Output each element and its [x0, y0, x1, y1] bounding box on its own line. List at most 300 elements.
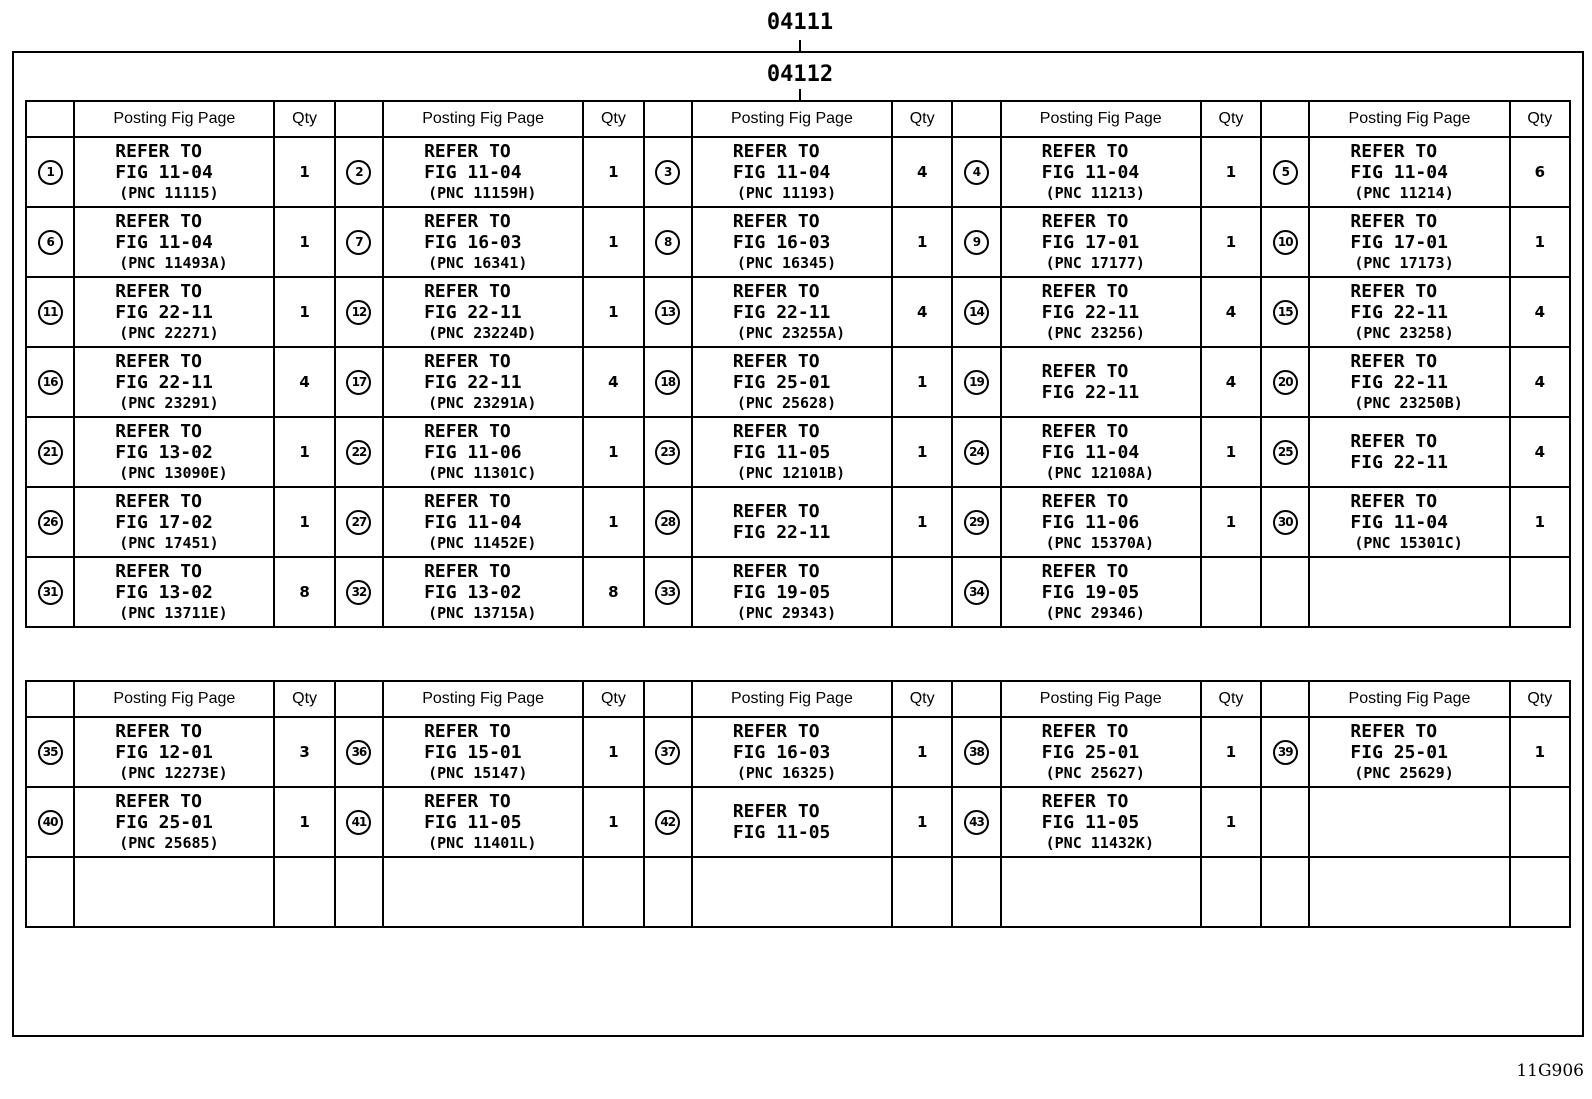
posting-cell — [692, 277, 892, 347]
posting-header: Posting Fig Page — [692, 681, 892, 717]
posting-cell — [692, 207, 892, 277]
figure-ref: FIG 15-01 — [424, 741, 522, 763]
qty-cell: 3 — [274, 717, 334, 787]
qty-cell: 4 — [892, 137, 952, 207]
posting-header: Posting Fig Page — [74, 681, 274, 717]
item-number-callout: 10 — [1273, 230, 1298, 255]
item-number-callout: 6 — [38, 230, 63, 255]
item-index-cell — [1261, 557, 1309, 627]
item-number-callout: 11 — [38, 300, 63, 325]
pnc-ref: (PNC 23291) — [119, 393, 219, 412]
qty-cell: 1 — [1510, 207, 1570, 277]
index-header — [26, 101, 74, 137]
item-index-cell — [26, 787, 74, 857]
qty-cell: 1 — [892, 347, 952, 417]
item-index-cell — [952, 137, 1000, 207]
posting-header: Posting Fig Page — [1309, 101, 1509, 137]
refer-text: REFER TO — [424, 420, 511, 442]
figure-ref: FIG 11-04 — [424, 511, 522, 533]
refer-text: REFER TO — [1041, 210, 1129, 232]
refer-text: REFER TO — [732, 801, 820, 822]
item-number-callout: 36 — [346, 740, 371, 765]
item-number-callout: 33 — [655, 580, 680, 605]
item-index-cell — [644, 347, 692, 417]
refer-text: REFER TO — [1041, 280, 1129, 302]
posting-cell — [692, 787, 892, 857]
item-number-callout: 20 — [1273, 370, 1298, 395]
posting-cell — [74, 207, 274, 277]
item-number-callout: 24 — [964, 440, 989, 465]
figure-ref: FIG 11-06 — [424, 441, 522, 463]
figure-ref: FIG 22-11 — [1350, 371, 1448, 393]
item-number-callout: 41 — [346, 810, 371, 835]
refer-text: REFER TO — [424, 720, 511, 742]
item-index-cell — [644, 787, 692, 857]
refer-text: REFER TO — [1350, 210, 1438, 232]
qty-header: Qty — [1510, 101, 1570, 137]
item-index-cell — [335, 787, 383, 857]
item-index-cell — [335, 277, 383, 347]
posting-cell — [1309, 557, 1509, 627]
refer-text: REFER TO — [1350, 431, 1438, 452]
posting-cell — [383, 787, 583, 857]
pnc-ref: (PNC 13711E) — [119, 603, 228, 622]
refer-text: REFER TO — [732, 501, 820, 522]
item-index-cell — [952, 417, 1000, 487]
table-row — [26, 417, 1570, 487]
posting-cell — [74, 717, 274, 787]
posting-cell — [1001, 417, 1201, 487]
item-index-cell — [335, 487, 383, 557]
figure-ref: FIG 17-01 — [1350, 231, 1448, 253]
figure-ref: FIG 22-11 — [1350, 452, 1448, 473]
pnc-ref: (PNC 16341) — [428, 253, 528, 272]
pnc-ref: (PNC 12101B) — [736, 463, 846, 482]
item-number-callout: 19 — [964, 370, 989, 395]
qty-cell: 4 — [1510, 417, 1570, 487]
refer-text: REFER TO — [1350, 280, 1438, 302]
item-number-callout: 1 — [38, 160, 63, 185]
item-index-cell — [1261, 787, 1309, 857]
index-header — [952, 101, 1000, 137]
posting-cell — [74, 277, 274, 347]
figure-ref: FIG 22-11 — [1041, 301, 1140, 323]
refer-text: REFER TO — [424, 490, 511, 512]
qty-header: Qty — [274, 681, 334, 717]
qty-cell: 1 — [583, 717, 643, 787]
qty-header: Qty — [274, 101, 334, 137]
posting-cell — [74, 347, 274, 417]
qty-cell: 1 — [892, 787, 952, 857]
table-row — [26, 487, 1570, 557]
item-number-callout: 23 — [655, 440, 680, 465]
refer-text: REFER TO — [1350, 140, 1438, 162]
refer-text: REFER TO — [1041, 490, 1129, 512]
posting-cell — [1309, 487, 1509, 557]
qty-header: Qty — [892, 681, 952, 717]
qty-header: Qty — [583, 101, 643, 137]
posting-cell — [1309, 417, 1509, 487]
item-index-cell — [26, 557, 74, 627]
item-index-cell — [644, 557, 692, 627]
posting-cell — [1309, 717, 1509, 787]
pnc-ref: (PNC 11159H) — [428, 183, 537, 202]
pnc-ref: (PNC 22271) — [119, 323, 219, 342]
qty-cell: 1 — [274, 207, 334, 277]
index-header — [335, 681, 383, 717]
posting-cell — [692, 417, 892, 487]
qty-cell: 4 — [274, 347, 334, 417]
figure-ref: FIG 25-01 — [732, 371, 831, 393]
pnc-ref: (PNC 11493A) — [119, 253, 228, 272]
item-index-cell — [26, 137, 74, 207]
table-row — [26, 717, 1570, 787]
posting-cell — [1001, 857, 1201, 927]
item-index-cell — [26, 277, 74, 347]
pnc-ref: (PNC 23250B) — [1354, 393, 1463, 412]
item-index-cell — [952, 207, 1000, 277]
pnc-ref: (PNC 13715A) — [428, 603, 537, 622]
qty-header: Qty — [1510, 681, 1570, 717]
figure-ref: FIG 16-03 — [424, 231, 522, 253]
qty-cell — [583, 857, 643, 927]
qty-cell: 4 — [892, 277, 952, 347]
figure-ref: FIG 11-04 — [1041, 161, 1140, 183]
refer-text: REFER TO — [1350, 490, 1438, 512]
pnc-ref: (PNC 17177) — [1045, 253, 1145, 272]
refer-text: REFER TO — [1041, 790, 1129, 812]
figure-ref: FIG 22-11 — [115, 301, 213, 323]
item-number-callout: 18 — [655, 370, 680, 395]
parts-table-1 — [25, 100, 1571, 628]
figure-ref: FIG 22-11 — [1041, 382, 1140, 403]
qty-header: Qty — [1201, 681, 1261, 717]
qty-cell: 4 — [1201, 347, 1261, 417]
item-number-callout: 16 — [38, 370, 63, 395]
qty-cell: 4 — [1201, 277, 1261, 347]
qty-cell: 1 — [1201, 417, 1261, 487]
figure-ref: FIG 11-04 — [732, 161, 831, 183]
figure-ref: FIG 17-02 — [115, 511, 213, 533]
refer-text: REFER TO — [732, 210, 820, 232]
qty-cell: 1 — [274, 137, 334, 207]
qty-cell: 1 — [583, 487, 643, 557]
refer-text: REFER TO — [424, 350, 511, 372]
qty-cell: 1 — [1201, 207, 1261, 277]
qty-header: Qty — [892, 101, 952, 137]
item-number-callout: 29 — [964, 510, 989, 535]
figure-ref: FIG 19-05 — [732, 581, 831, 603]
item-number-callout: 34 — [964, 580, 989, 605]
item-index-cell — [335, 417, 383, 487]
item-index-cell — [644, 857, 692, 927]
refer-text: REFER TO — [732, 140, 820, 162]
posting-header: Posting Fig Page — [1001, 101, 1201, 137]
refer-text: REFER TO — [1350, 720, 1438, 742]
figure-ref: FIG 11-04 — [424, 161, 522, 183]
item-number-callout: 27 — [346, 510, 371, 535]
qty-header: Qty — [1201, 101, 1261, 137]
pnc-ref: (PNC 12273E) — [119, 763, 228, 782]
qty-cell: 1 — [583, 277, 643, 347]
item-index-cell — [644, 417, 692, 487]
posting-cell — [383, 487, 583, 557]
table-row — [26, 277, 1570, 347]
qty-cell: 8 — [274, 557, 334, 627]
pnc-ref: (PNC 11452E) — [428, 533, 537, 552]
pnc-ref: (PNC 11213) — [1045, 183, 1145, 202]
item-index-cell — [952, 857, 1000, 927]
posting-cell — [692, 137, 892, 207]
item-index-cell — [335, 857, 383, 927]
item-number-callout: 3 — [655, 160, 680, 185]
qty-cell — [1201, 557, 1261, 627]
pnc-ref: (PNC 11214) — [1354, 183, 1454, 202]
figure-ref: FIG 25-01 — [1041, 741, 1140, 763]
figure-ref: FIG 13-02 — [115, 581, 213, 603]
qty-cell — [1510, 857, 1570, 927]
item-number-callout: 7 — [346, 230, 371, 255]
qty-cell: 1 — [892, 717, 952, 787]
figure-ref: FIG 11-04 — [1350, 161, 1448, 183]
index-header — [1261, 101, 1309, 137]
item-number-callout: 14 — [964, 300, 989, 325]
posting-cell — [692, 717, 892, 787]
figure-ref: FIG 22-11 — [1350, 301, 1448, 323]
figure-ref: FIG 22-11 — [732, 522, 831, 543]
table-row — [26, 207, 1570, 277]
item-number-callout: 42 — [655, 810, 680, 835]
pnc-ref: (PNC 29346) — [1045, 603, 1145, 622]
posting-cell — [692, 347, 892, 417]
refer-text: REFER TO — [424, 140, 511, 162]
posting-header: Posting Fig Page — [692, 101, 892, 137]
pnc-ref: (PNC 13090E) — [119, 463, 228, 482]
posting-header: Posting Fig Page — [1001, 681, 1201, 717]
item-index-cell — [1261, 717, 1309, 787]
item-index-cell — [335, 557, 383, 627]
item-number-callout: 30 — [1273, 510, 1298, 535]
pnc-ref: (PNC 23255A) — [736, 323, 846, 342]
item-number-callout: 32 — [346, 580, 371, 605]
pnc-ref: (PNC 25628) — [736, 393, 837, 412]
pnc-ref: (PNC 23256) — [1045, 323, 1145, 342]
figure-ref: FIG 19-05 — [1041, 581, 1140, 603]
table-header-row — [26, 681, 1570, 717]
qty-cell: 8 — [583, 557, 643, 627]
qty-cell: 1 — [583, 417, 643, 487]
item-number-callout: 2 — [346, 160, 371, 185]
refer-text: REFER TO — [732, 350, 820, 372]
figure-ref: FIG 17-01 — [1041, 231, 1140, 253]
item-number-callout: 21 — [38, 440, 63, 465]
posting-cell — [383, 207, 583, 277]
index-header — [26, 681, 74, 717]
qty-cell — [892, 857, 952, 927]
posting-cell — [692, 487, 892, 557]
refer-text: REFER TO — [1041, 361, 1129, 382]
item-number-callout: 9 — [964, 230, 989, 255]
item-index-cell — [1261, 207, 1309, 277]
posting-cell — [74, 857, 274, 927]
item-number-callout: 17 — [346, 370, 371, 395]
figure-ref: FIG 22-11 — [732, 301, 831, 323]
item-index-cell — [26, 717, 74, 787]
posting-cell — [74, 487, 274, 557]
refer-text: REFER TO — [115, 210, 202, 232]
refer-text: REFER TO — [115, 280, 202, 302]
pnc-ref: (PNC 25629) — [1354, 763, 1454, 782]
figure-ref: FIG 11-04 — [1350, 511, 1448, 533]
index-header — [644, 101, 692, 137]
posting-header: Posting Fig Page — [383, 101, 583, 137]
refer-text: REFER TO — [1041, 560, 1129, 582]
figure-ref: FIG 13-02 — [115, 441, 213, 463]
figure-ref: FIG 12-01 — [115, 741, 213, 763]
item-number-callout: 38 — [964, 740, 989, 765]
item-index-cell — [335, 207, 383, 277]
posting-header: Posting Fig Page — [383, 681, 583, 717]
qty-cell — [1510, 557, 1570, 627]
pnc-ref: (PNC 15147) — [428, 763, 528, 782]
item-number-callout: 40 — [38, 810, 63, 835]
qty-cell — [1201, 857, 1261, 927]
posting-cell — [1309, 787, 1509, 857]
qty-cell — [1510, 787, 1570, 857]
item-index-cell — [335, 347, 383, 417]
refer-text: REFER TO — [115, 490, 202, 512]
posting-cell — [1001, 487, 1201, 557]
posting-cell — [1001, 717, 1201, 787]
qty-cell: 1 — [274, 787, 334, 857]
item-index-cell — [26, 857, 74, 927]
posting-cell — [1309, 857, 1509, 927]
qty-cell: 1 — [1201, 717, 1261, 787]
posting-cell — [1309, 207, 1509, 277]
item-index-cell — [1261, 137, 1309, 207]
item-number-callout: 8 — [655, 230, 680, 255]
item-index-cell — [644, 207, 692, 277]
item-index-cell — [26, 347, 74, 417]
table-row — [26, 347, 1570, 417]
posting-cell — [383, 857, 583, 927]
refer-text: REFER TO — [732, 560, 820, 582]
pnc-ref: (PNC 11301C) — [428, 463, 537, 482]
refer-text: REFER TO — [1350, 350, 1438, 372]
pnc-ref: (PNC 11193) — [736, 183, 837, 202]
qty-cell — [274, 857, 334, 927]
item-index-cell — [952, 277, 1000, 347]
parts-table-2 — [25, 680, 1571, 928]
posting-cell — [74, 417, 274, 487]
illustration-code: 11G906 — [1516, 1061, 1584, 1081]
refer-text: REFER TO — [115, 420, 202, 442]
figure-ref: FIG 11-05 — [732, 822, 831, 843]
index-header — [644, 681, 692, 717]
posting-cell — [383, 557, 583, 627]
qty-cell: 1 — [583, 137, 643, 207]
item-index-cell — [952, 787, 1000, 857]
item-index-cell — [1261, 857, 1309, 927]
posting-cell — [1309, 277, 1509, 347]
item-number-callout: 35 — [38, 740, 63, 765]
item-index-cell — [26, 417, 74, 487]
pnc-ref: (PNC 15301C) — [1354, 533, 1463, 552]
item-index-cell — [1261, 417, 1309, 487]
qty-cell: 1 — [892, 487, 952, 557]
pnc-ref: (PNC 23258) — [1354, 323, 1454, 342]
posting-cell — [383, 277, 583, 347]
pnc-ref: (PNC 16325) — [736, 763, 837, 782]
refer-text: REFER TO — [424, 210, 511, 232]
qty-cell: 1 — [583, 207, 643, 277]
qty-cell: 6 — [1510, 137, 1570, 207]
figure-ref: FIG 22-11 — [424, 301, 522, 323]
pnc-ref: (PNC 17451) — [119, 533, 219, 552]
posting-cell — [383, 137, 583, 207]
figure-ref: FIG 11-05 — [1041, 811, 1140, 833]
qty-cell: 1 — [1201, 487, 1261, 557]
item-index-cell — [952, 347, 1000, 417]
figure-ref: FIG 11-05 — [732, 441, 831, 463]
qty-cell: 1 — [274, 277, 334, 347]
pnc-ref: (PNC 23224D) — [428, 323, 537, 342]
pnc-ref: (PNC 25685) — [119, 833, 219, 852]
posting-cell — [383, 717, 583, 787]
posting-cell — [1001, 277, 1201, 347]
qty-cell: 1 — [892, 207, 952, 277]
refer-text: REFER TO — [1041, 420, 1129, 442]
qty-cell: 1 — [274, 417, 334, 487]
qty-cell: 1 — [1510, 487, 1570, 557]
posting-cell — [1309, 347, 1509, 417]
qty-cell — [892, 557, 952, 627]
pnc-ref: (PNC 16345) — [736, 253, 837, 272]
refer-text: REFER TO — [115, 560, 202, 582]
item-index-cell — [335, 137, 383, 207]
table-row — [26, 137, 1570, 207]
item-index-cell — [952, 487, 1000, 557]
qty-cell: 4 — [1510, 277, 1570, 347]
item-number-callout: 15 — [1273, 300, 1298, 325]
refer-text: REFER TO — [115, 140, 202, 162]
item-index-cell — [952, 557, 1000, 627]
posting-cell — [1309, 137, 1509, 207]
posting-cell — [1001, 557, 1201, 627]
posting-cell — [383, 347, 583, 417]
pnc-ref: (PNC 15370A) — [1045, 533, 1154, 552]
figure-ref: FIG 22-11 — [115, 371, 213, 393]
qty-cell: 1 — [583, 787, 643, 857]
pnc-ref: (PNC 11401L) — [428, 833, 537, 852]
item-number-callout: 31 — [38, 580, 63, 605]
posting-cell — [1001, 347, 1201, 417]
figure-ref: FIG 22-11 — [424, 371, 522, 393]
figure-ref: FIG 16-03 — [732, 741, 831, 763]
item-number-callout: 13 — [655, 300, 680, 325]
figure-ref: FIG 13-02 — [424, 581, 522, 603]
item-number-callout: 28 — [655, 510, 680, 535]
posting-cell — [74, 137, 274, 207]
item-number-callout: 39 — [1273, 740, 1298, 765]
posting-header: Posting Fig Page — [74, 101, 274, 137]
item-index-cell — [1261, 277, 1309, 347]
item-index-cell — [335, 717, 383, 787]
refer-text: REFER TO — [1041, 720, 1129, 742]
refer-text: REFER TO — [115, 350, 202, 372]
pnc-ref: (PNC 11432K) — [1045, 833, 1154, 852]
item-index-cell — [1261, 487, 1309, 557]
